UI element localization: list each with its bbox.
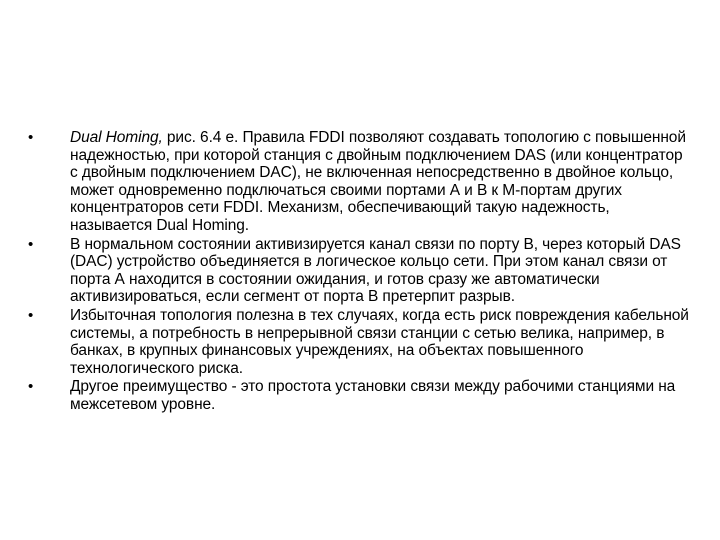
bullet-text: рис. 6.4 е. Правила FDDI позволяют создавать топологию с повышенной надежностью, при которой станция с двойным подключением DAS (или концентратор с двойным подключением DAC), не включенная непосредственно в двойное кольцо, может одновременно подключаться своими портами А и В к М-портам других концентраторов сети FDDI. Механизм, обеспечивающий такую надежность, называется Dual Homing. (70, 129, 686, 234)
bullet-marker: • (28, 129, 34, 146)
bullet-text: В нормальном состоянии активизируется канал связи по порту В, через который DAS (DAC) устройство объединяется в логическое кольцо сети. При этом канал связи от порта А находится в состоянии ожидания, и готов сразу же автоматически активизироваться, если сегмент от порта В претерпит разрыв. (70, 235, 681, 306)
bullet-marker: • (28, 378, 34, 396)
bullet-marker: • (28, 306, 34, 324)
bullet-text: Избыточная топология полезна в тех случаях, когда есть риск повреждения кабельной системы, а потребность в непрерывной связи станции с сетью велика, например, в банках, в крупных финансовых учреждениях, на объектах повышенного технологического риска. (70, 306, 689, 377)
bullet-list (28, 129, 690, 415)
bullet-item-another-advantage (28, 378, 690, 413)
bullet-lead-term: Dual Homing, (70, 129, 163, 146)
bullet-item-dual-homing (28, 129, 690, 235)
bullet-marker: • (28, 235, 34, 253)
bullet-item-normal-state (28, 236, 690, 306)
bullet-item-redundant-topology (28, 307, 690, 377)
bullet-text: Другое преимущество - это простота установки связи между рабочими станциями на межсетевом уровне. (70, 378, 676, 413)
